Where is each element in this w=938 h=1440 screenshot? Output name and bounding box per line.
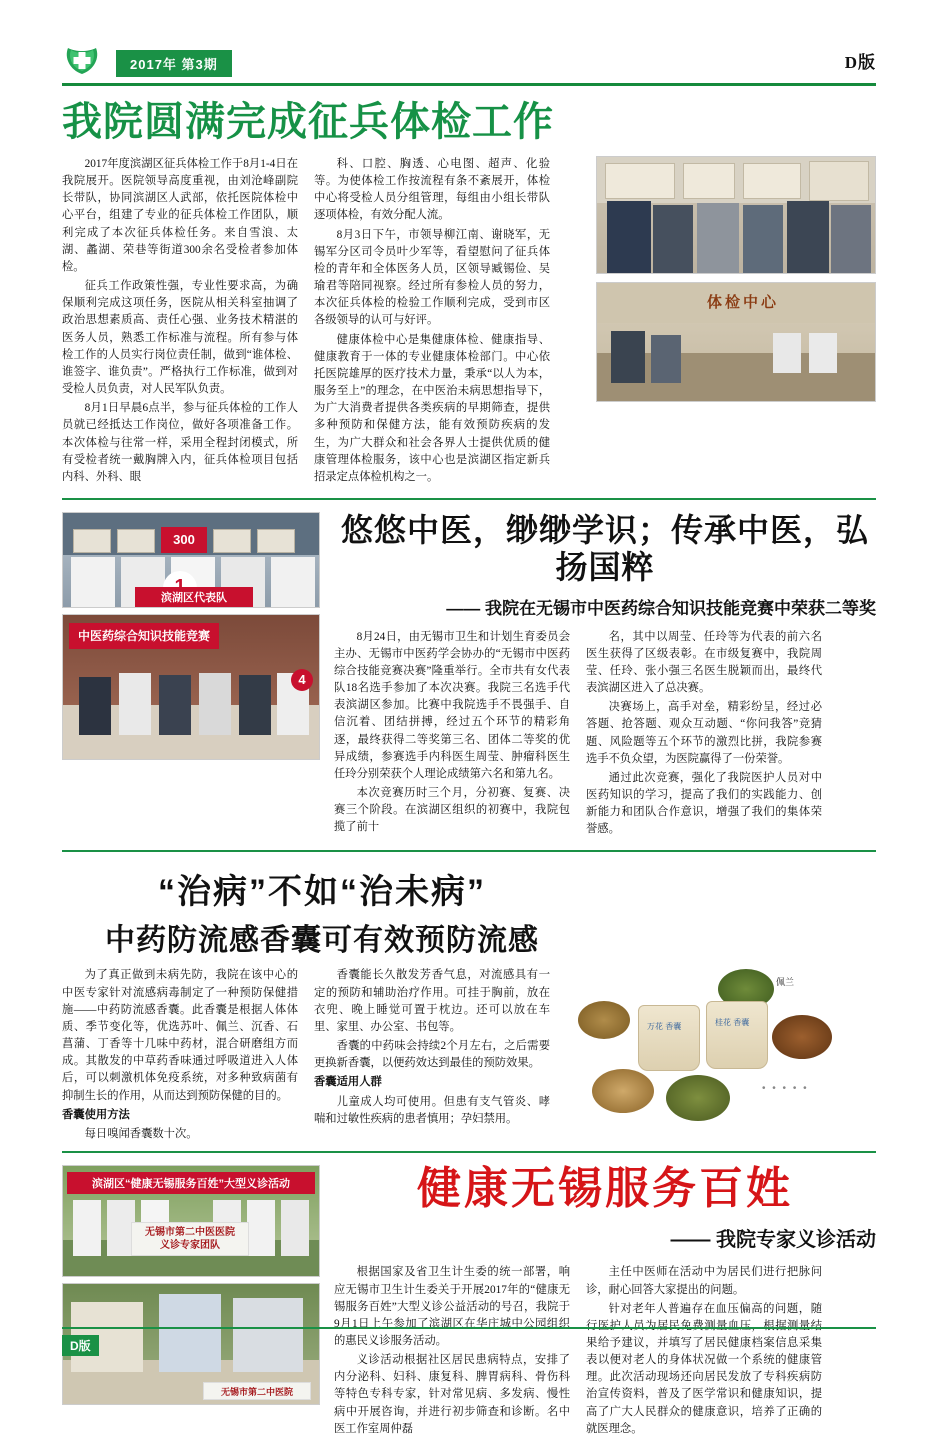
event-banner: 滨湖区“健康无锡服务百姓”大型义诊活动	[67, 1172, 315, 1194]
subheading: 香囊使用方法	[62, 1108, 130, 1121]
article2-photos	[62, 512, 320, 840]
paragraph: 决赛场上，高手对垒，精彩纷呈，经过必答题、抢答题、观众互动题、“你问我答”竞猜题、风险题等五个环节的激烈比拼，我院参赛选手不负众望，为医院赢得了一份荣誉。	[586, 701, 822, 765]
paragraph: 科、口腔、胸透、心电图、超声、化验等。为使体检工作按流程有条不紊展开，体检中心将受检人员分组管理，每组由小组长带队逐项体检，有效分配人流。	[314, 158, 550, 222]
stage-banner: 中医药综合知识技能竞赛	[69, 623, 219, 649]
herb-pile	[666, 1075, 730, 1121]
paragraph: 香囊的中药味会持续2个月左右，之后需要更换新香囊，以便药效达到最佳的预防效果。	[314, 1040, 550, 1070]
paragraph: 儿童成人均可使用。但患有支气管炎、哮喘和过敏性疾病的患者慎用；孕妇禁用。	[314, 1095, 550, 1125]
conscription-physical-exam-inspection-photo	[596, 156, 876, 274]
article2-column-2	[586, 629, 822, 841]
sachet-label-peilan: 佩兰	[776, 977, 795, 988]
page-footer	[62, 1327, 876, 1356]
article3-column-1	[62, 967, 298, 1145]
article2-headline-block	[334, 512, 876, 840]
edition-label: D版	[844, 53, 876, 72]
paragraph: 针对老年人普遍存在血压偏高的问题，随行医护人员为居民免费测量血压，根据测量结果给予建议，并填写了居民健康档案信息采集表以便对老人的身体状况做一个系统的健康管理。此次活动现场还向居民发放了专科疾病防治宣传资料，普及了医学常识和健康知识，提高了广大人民群众的健康意识，培养了正确的就医理念。	[586, 1302, 822, 1435]
herb-pile	[772, 1015, 832, 1059]
paragraph: 征兵工作政策性强，专业性要求高，为确保顺利完成这项任务，医院从相关科室抽调了政治思想素质高、责任心强、业务技术精湛的医务人员，熟悉工作标准与流程。所有参与体检工作的人员实行岗位责任制，做到“谁体检、谁签字、谁负责”。严格执行工作标准，做到对受检人员负责，对人民军队负责。	[62, 280, 298, 396]
paragraph: 本次竞赛历时三个月，分初赛、复赛、决赛三个阶段。在滨湖区组织的初赛中，我院包揽了前十	[334, 786, 570, 834]
article1-title: 我院圆满完成征兵体检工作	[62, 100, 554, 144]
article4-subtitle: —— 我院专家义诊活动	[670, 1229, 876, 1252]
paragraph: 8月1日早晨6点半，参与征兵体检的工作人员就已经抵达工作岗位，做好各项准备工作。本次体检与往常一样，采用全程封闭模式，所有受检者统一戴胸牌入内，征兵体检项目包括内科、外科、眼	[62, 402, 298, 483]
paragraph: 根据国家及省卫生计生委的统一部署，响应无锡市卫生计生委关于开展2017年的“健康无锡服务百姓”大型义诊公益活动的号召，我院于9月1日上午参加了滨湖区在华庄城中公园组织的惠民义诊服务活动。	[334, 1266, 570, 1348]
paragraph: 为了真正做到未病先防，我院在该中心的中医专家针对流感病毒制定了一种预防保健措施——中药防流感香囊。此香囊是根据人体体质、季节变化等，优选苏叶、佩兰、沉香、石菖蒲、丁香等十几味中药材，混合研磨组方而成。其散发的中草药香味通过呼吸道进入人体后，可以刺激机体免疫系统，对多种致病菌有抑制生长的作用，从而达到预防保健的目的。	[62, 969, 298, 1102]
article1-column-2	[314, 156, 550, 488]
paragraph: 主任中医师在活动中为居民们进行把脉问诊，耐心回答大家提出的问题。	[586, 1266, 822, 1296]
article2-subtitle: —— 我院在无锡市中医药综合知识技能竞赛中荣获二等奖	[446, 598, 876, 618]
article3-column-2	[314, 967, 550, 1145]
team-sign-line2: 义诊专家团队	[160, 1240, 220, 1251]
sachet-bag	[706, 1001, 768, 1069]
paragraph: 通过此次竞赛，强化了我院医护人员对中医药知识的学习，提高了我们的实践能力、创新能力和团队合作意识，增强了我们的集体荣誉感。	[586, 771, 822, 836]
exam-center-sign: 体检中心	[707, 294, 780, 311]
free-clinic-team-group-photo	[62, 1165, 320, 1277]
article2-column-1	[334, 629, 570, 841]
herb-dots: • • • • •	[762, 1083, 809, 1095]
article4-title: 健康无锡服务百姓	[417, 1164, 793, 1213]
paragraph: 2017年度滨湖区征兵体检工作于8月1-4日在我院展开。医院领导高度重视，由刘沧峰副院长带队，协同滨湖区人武部，依托医院体检中心平台，组建了专业的征兵体检工作团队，顺利完成了本次征兵体检任务。来自雪浪、太湖、蠡湖、荣巷等街道300余名受检者参加体检。	[62, 158, 298, 273]
article-free-clinic	[62, 1153, 876, 1440]
herbal-sachets-and-herbs-photo	[566, 967, 876, 1145]
subheading: 香囊适用人群	[314, 1076, 382, 1089]
tcm-competition-contestants-photo: 300 滨湖区代表队	[62, 512, 320, 608]
sachet-label-wanhua: 万花 香囊	[647, 1022, 682, 1032]
team-sign-line1: 无锡市第二中医医院	[145, 1227, 235, 1238]
paragraph: 名，其中以周莹、任玲等为代表的前六名医生获得了区级表彰。在市级复赛中，我院周莹、任玲、张小强三名医生脱颖而出，最终代表滨湖区进入了总决赛。	[586, 630, 822, 695]
paragraph: 香囊能长久散发芳香气息，对流感具有一定的预防和辅助治疗作用。可挂于胸前，放在衣兜、晚上睡觉可置于枕边。还可以放在车里、家里、办公室、书包等。	[314, 969, 550, 1033]
paragraph: 8月3日下午，市领导柳江南、谢晓军，无锡军分区司令员叶少军等，看望慰问了征兵体检的青年和全体医务人员，区领导臧锡俭、吴瑜君等陪同视察。经过所有参检人员的努力，本次征兵体检的检验工作顺利完成，受到市区各级领导的认可与好评。	[314, 228, 550, 327]
sachet-label-guihua: 桂花 香囊	[715, 1018, 750, 1028]
herb-pile	[578, 1001, 630, 1039]
paragraph: 义诊活动根据社区居民患病特点，安排了内分泌科、妇科、康复科、脾胃病科、骨伤科等特色专科专家，针对常见病、多发病、慢性病中开展咨询，并进行初步筛查和诊断。名中医工作室周仲磊	[334, 1354, 570, 1435]
article4-headline-block	[334, 1165, 876, 1440]
footer-edition-badge: D版	[62, 1335, 99, 1356]
desk-sign: 无锡市第二中医院	[203, 1382, 311, 1400]
sachet-bag	[638, 1005, 700, 1071]
article3-title-line2: 中药防流感香囊可有效预防流感	[105, 924, 539, 958]
article3-title-line1: “治病”不如“治未病”	[158, 873, 486, 912]
article-tcm-competition	[62, 500, 876, 840]
masthead	[62, 40, 876, 86]
tcm-knowledge-skill-competition-stage-photo: 中医药综合知识技能竞赛 4	[62, 614, 320, 760]
team-name-banner: 滨湖区代表队	[135, 587, 253, 607]
herb-pile	[592, 1069, 654, 1113]
article1-photos	[596, 156, 876, 488]
paragraph: 8月24日，由无锡市卫生和计划生育委员会主办、无锡市中医药学会协办的“无锡市中医药综合技能竞赛决赛”隆重举行。全市共有女代表队18名选手参加了本次决赛。我院三名选手代表滨湖区参加。比赛中我院选手不畏强手、自信沉着、团结拼搏，经过五个环节的精彩角逐，最终获得二等奖第三名、团体二等奖的优异成绩，参赛选手内科医生周莹、肿瘤科医生任玲分别荣获个人理论成绩第六名和第九名。	[334, 630, 570, 780]
article-herbal-sachet	[62, 852, 876, 1145]
article4-photos	[62, 1165, 320, 1440]
paragraph: 每日嗅闻香囊数十次。	[84, 1127, 198, 1140]
article1-column-1	[62, 156, 298, 488]
article-conscription-physical-exam	[62, 86, 876, 488]
medical-cross-icon	[62, 40, 106, 80]
article2-title: 悠悠中医，缈缈学识；传承中医，弘扬国粹	[340, 511, 869, 585]
issue-tag: 2017年 第3期	[116, 50, 232, 77]
health-exam-center-reception-photo	[596, 282, 876, 402]
paragraph: 健康体检中心是集健康体检、健康指导、健康教育于一体的专业健康体检部门。中心依托医院雄厚的医疗技术力量，秉承“以人为本，服务至上”的理念，在中医治未病思想指导下，为广大消费者提供各类疾病的早期筛查，提供多种预防和保健方法，能有效预防疾病的发生，为广大群众和社会各界人士提供优质的健康管理体检服务，该中心也是滨湖区指定新兵招录定点体检机构之一。	[314, 333, 550, 483]
